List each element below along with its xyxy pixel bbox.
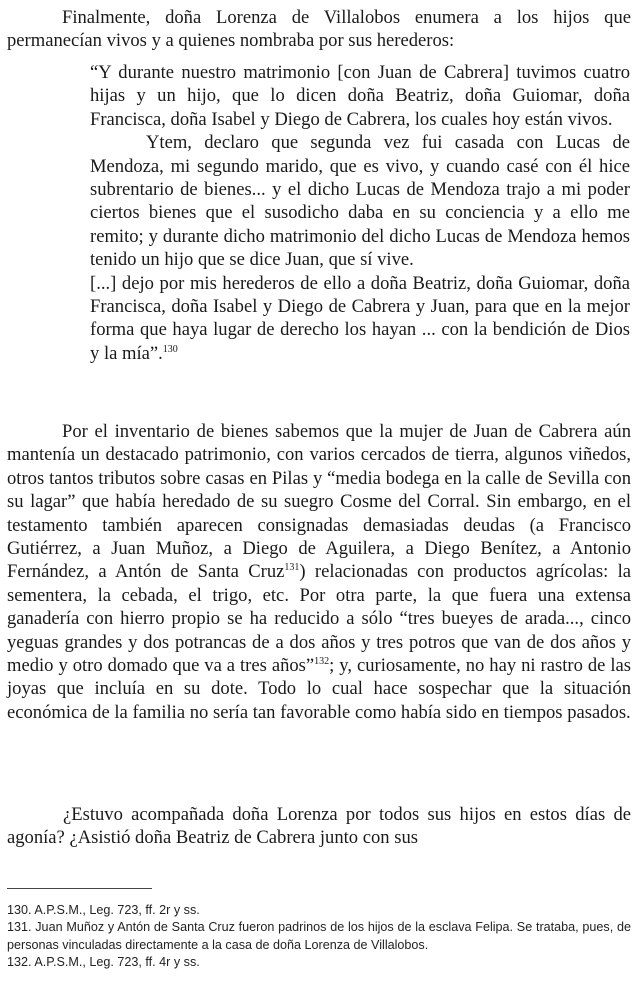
inventory-text-2: ) relacionadas con productos agrícolas: la sementera, la cebada, el trigo, etc. Por otra parte, la que fuera una extensa ganadería con hierro propio se ha reducido a sólo “tres bueyes de arada..., cinco yeguas grandes y dos potrancas de a dos años y tres potros que van de dos años y medio y otro domado que va a tres años” xyxy=(7,561,631,677)
footnote-separator xyxy=(7,888,152,889)
inventory-text-3: ; y, curiosamente, no hay ni rastro de las joyas que incluía en su dote. Todo lo cual hace sospechar que la situación económica de la familia no sería tan favorable como había sido en tiempos pasados. xyxy=(7,655,631,723)
footnote-130: 130. A.P.S.M., Leg. 723, ff. 2r y ss. xyxy=(7,903,200,917)
footnote-131: 131. Juan Muñoz y Antón de Santa Cruz fueron padrinos de los hijos de la esclava Felipa. Se trataba, pues, de personas vinculadas directamente a la casa de doña Lorenza de Villalobos. xyxy=(7,920,631,952)
paragraph-inventory xyxy=(7,420,631,724)
quote-paragraph-3 xyxy=(90,272,630,366)
paragraph-intro: Finalmente, doña Lorenza de Villalobos enumera a los hijos que permanecían vivos y a quienes nombraba por sus herederos: xyxy=(7,7,631,52)
quote-paragraph-1: “Y durante nuestro matrimonio [con Juan de Cabrera] tuvimos cuatro hijas y un hijo, que lo dicen doña Beatriz, doña Guiomar, doña Francisca, doña Isabel y Diego de Cabrera, los cuales hoy están vivos. xyxy=(90,62,630,130)
footnote-ref-132[interactable]: 132 xyxy=(314,656,330,668)
footnote-ref-131[interactable]: 131 xyxy=(284,562,300,574)
inventory-text-1: Por el inventario de bienes sabemos que la mujer de Juan de Cabrera aún mantenía un destacado patrimonio, con varios cercados de tierra, algunos viñedos, otros tantos tributos sobre casas en Pilas y “media bodega en la calle de Sevilla con su lagar” que había heredado de su suegro Cosme del Corral. Sin embargo, en el testamento también aparecen consignadas demasiadas deudas (a Francisco Gutiérrez, a Juan Muñoz, a Diego de Aguilera, a Diego Benítez, a Antonio Fernández, a Antón de Santa Cruz xyxy=(7,421,631,583)
paragraph-question: ¿Estuvo acompañada doña Lorenza por todos sus hijos en estos días de agonía? ¿Asistió doña Beatriz de Cabrera junto con sus xyxy=(7,804,631,849)
footnote-ref-130[interactable]: 130 xyxy=(162,343,178,355)
footnotes xyxy=(7,902,631,972)
quote-paragraph-2: Ytem, declaro que segunda vez fui casada con Lucas de Mendoza, mi segundo marido, que es vivo, y cuando casé con él hice subrentario de bienes... y el dicho Lucas de Mendoza trajo a mi poder ciertos bienes que el susodicho daba en su conciencia y a ello me remito; y durante dicho matrimonio del dicho Lucas de Mendoza hemos tenido un hijo que se dice Juan, que sí vive. xyxy=(90,132,630,271)
footnote-132: 132. A.P.S.M., Leg. 723, ff. 4r y ss. xyxy=(7,955,200,970)
quote-paragraph-3-text: [...] dejo por mis herederos de ello a doña Beatriz, doña Guiomar, doña Francisca, doña Isabel y Diego de Cabrera y Juan, para que en la mejor forma que haya lugar de derecho los hayan ... con la bendición de Dios y la mía”. xyxy=(90,272,630,364)
block-quote xyxy=(90,61,630,365)
